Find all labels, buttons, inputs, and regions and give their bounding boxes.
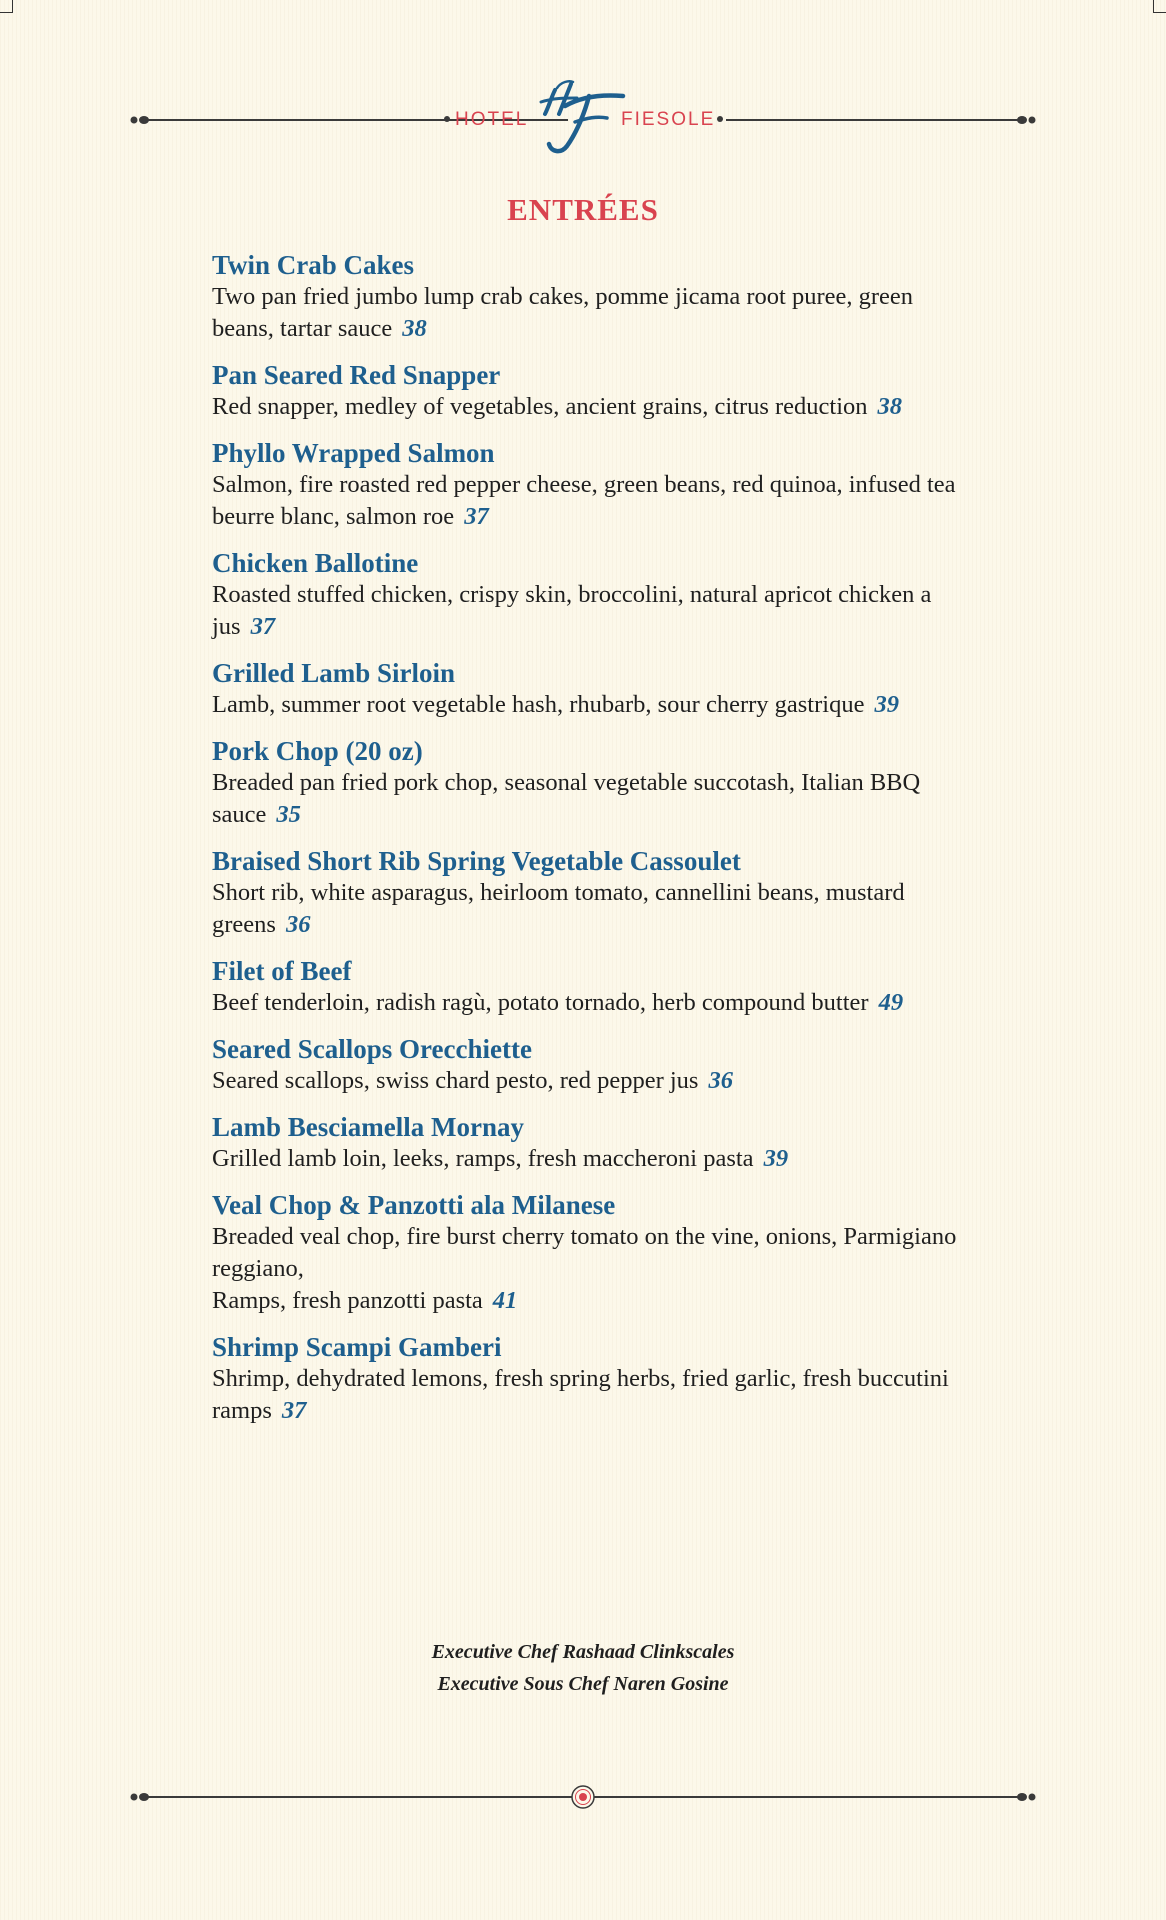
menu-item	[212, 846, 972, 941]
menu-item-desc-text: Shrimp, dehydrated lemons, fresh spring herbs, fried garlic, fresh buccutini ramps	[212, 1365, 949, 1424]
menu-item-desc-line: Breaded veal chop, fire burst cherry tomato on the vine, onions, Parmigiano reggiano,	[212, 1223, 957, 1282]
rule-end-ornament-icon	[1010, 113, 1036, 127]
section-title: ENTRÉES	[507, 192, 659, 227]
menu-item-description	[212, 1221, 972, 1317]
menu-item-price: 36	[285, 911, 311, 938]
menu-item-desc-text: Lamb, summer root vegetable hash, rhubarb, sour cherry gastrique	[212, 691, 865, 718]
chef-credits	[0, 1636, 1166, 1700]
menu-item-price: 39	[874, 691, 899, 718]
menu-item-desc-text: Roasted stuffed chicken, crispy skin, broccolini, natural apricot chicken a jus	[212, 581, 932, 640]
menu-item-name: Veal Chop & Panzotti ala Milanese	[212, 1190, 616, 1220]
menu-item-price: 38	[877, 393, 903, 420]
menu-item-description	[212, 391, 972, 423]
menu-item-name: Shrimp Scampi Gamberi	[212, 1332, 502, 1362]
menu-item-description	[212, 1143, 972, 1175]
menu-item-price: 39	[763, 1145, 789, 1172]
menu-item-price: 37	[250, 613, 276, 640]
menu-item-name: Twin Crab Cakes	[212, 250, 415, 280]
executive-sous-chef: Executive Sous Chef Naren Gosine	[437, 1673, 729, 1695]
menu-item-name: Grilled Lamb Sirloin	[212, 658, 456, 688]
menu-item-name: Seared Scallops Orecchiette	[212, 1034, 532, 1064]
menu-item	[212, 438, 972, 533]
menu-item-description	[212, 767, 972, 831]
menu-item-description	[212, 1363, 972, 1427]
menu-item-desc-text: Short rib, white asparagus, heirloom tomato, cannellini beans, mustard greens	[212, 879, 905, 938]
menu-item-desc-line	[212, 1285, 972, 1317]
menu-item-price: 41	[492, 1287, 518, 1314]
menu-item-description	[212, 689, 972, 721]
menu-item	[212, 548, 972, 643]
menu-item-description	[212, 469, 972, 533]
crop-mark-top-left	[0, 0, 13, 13]
menu-item-name: Braised Short Rib Spring Vegetable Cassoulet	[212, 846, 741, 876]
menu-item-price: 38	[402, 315, 427, 342]
menu-item	[212, 658, 972, 721]
crop-mark-top-right	[1153, 0, 1166, 13]
menu-header	[130, 72, 1036, 172]
menu-item-price: 37	[281, 1397, 307, 1424]
menu-item-price: 49	[878, 989, 904, 1016]
menu-item-desc-text: Salmon, fire roasted red pepper cheese, green beans, red quinoa, infused tea beurre blanc, salmon roe	[212, 471, 956, 530]
menu-list	[212, 250, 972, 1442]
menu-item	[212, 360, 972, 423]
menu-item	[212, 1034, 972, 1097]
menu-item	[212, 956, 972, 1019]
menu-item-desc-text: Grilled lamb loin, leeks, ramps, fresh maccheroni pasta	[212, 1145, 754, 1172]
footer-ornament	[130, 1780, 1036, 1810]
hotel-name-left: HOTEL	[455, 109, 529, 130]
menu-item-price: 37	[464, 503, 489, 530]
menu-item	[212, 736, 972, 831]
menu-item-name: Lamb Besciamella Mornay	[212, 1112, 524, 1142]
menu-item	[212, 250, 972, 345]
rule-dot-icon	[717, 116, 723, 122]
medallion-icon	[571, 1785, 595, 1809]
menu-item-desc-text: Beef tenderloin, radish ragù, potato tornado, herb compound butter	[212, 989, 869, 1016]
rule-end-ornament-icon	[1010, 1790, 1036, 1804]
menu-item-desc-text: Ramps, fresh panzotti pasta	[212, 1287, 483, 1314]
menu-item-price: 36	[708, 1067, 733, 1094]
menu-item-desc-text: Seared scallops, swiss chard pesto, red pepper jus	[212, 1067, 699, 1094]
menu-item-name: Phyllo Wrapped Salmon	[212, 438, 495, 468]
menu-item-name: Pork Chop (20 oz)	[212, 736, 423, 766]
menu-item-desc-text: Breaded pan fried pork chop, seasonal vegetable succotash, Italian BBQ sauce	[212, 769, 921, 828]
menu-item-price: 35	[276, 801, 301, 828]
menu-item-description	[212, 281, 972, 345]
executive-chef: Executive Chef Rashaad Clinkscales	[431, 1641, 735, 1663]
menu-item-name: Pan Seared Red Snapper	[212, 360, 501, 390]
hotel-name-right: FIESOLE	[621, 109, 716, 130]
menu-item-name: Filet of Beef	[212, 956, 352, 986]
menu-item	[212, 1112, 972, 1175]
menu-item-desc-text: Red snapper, medley of vegetables, ancient grains, citrus reduction	[212, 393, 868, 420]
menu-item-description	[212, 987, 972, 1019]
menu-item-description	[212, 579, 972, 643]
menu-item-desc-text: Two pan fried jumbo lump crab cakes, pomme jicama root puree, green beans, tartar sauce	[212, 283, 914, 342]
menu-item	[212, 1190, 972, 1317]
menu-item-description	[212, 1065, 972, 1097]
menu-item	[212, 1332, 972, 1427]
hf-monogram-icon	[527, 76, 627, 156]
rule-dot-icon	[444, 116, 450, 122]
menu-item-name: Chicken Ballotine	[212, 548, 419, 578]
header-rule-right	[726, 119, 1016, 121]
menu-item-description	[212, 877, 972, 941]
